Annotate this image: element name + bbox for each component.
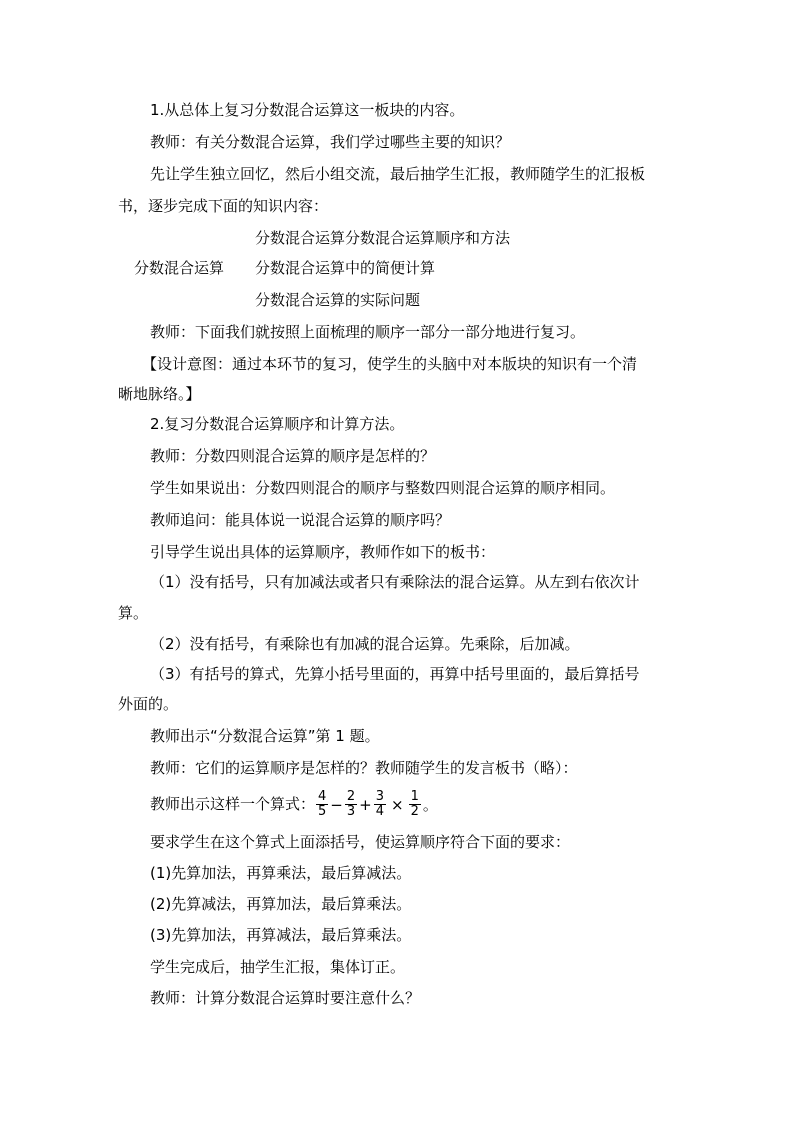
paragraph-review-order: 2.复习分数混合运算顺序和计算方法。 <box>150 415 405 433</box>
paragraph-student-recall-2: 书，逐步完成下面的知识内容： <box>118 197 329 215</box>
math-formula <box>315 786 439 823</box>
knowledge-root-label: 分数混合运算 <box>134 259 225 277</box>
fraction-4: $\frac{1}{2}$ <box>410 789 419 820</box>
knowledge-item-simple-calc: 分数混合运算中的简便计算 <box>255 259 436 277</box>
plus-operator: + <box>359 795 372 814</box>
fraction-1: $\frac{4}{5}$ <box>318 789 327 820</box>
paragraph-add-brackets: 要求学生在这个算式上面添括号，使运算顺序符合下面的要求： <box>150 833 571 851</box>
minus-operator: − <box>330 795 343 814</box>
fraction-3: $\frac{3}{4}$ <box>375 789 385 820</box>
paragraph-review-overview: 1.从总体上复习分数混合运算这一板块的内容。 <box>150 101 465 119</box>
paragraph-teacher-question-2: 教师：分数四则混合运算的顺序是怎样的？ <box>150 447 436 465</box>
formula-end-punct: 。 <box>422 795 438 814</box>
requirement-1: (1)先算加法，再算乘法，最后算减法。 <box>150 864 412 882</box>
paragraph-show-exercise: 教师出示“分数混合运算”第 1 题。 <box>150 727 380 745</box>
rule-2: （2）没有括号，有乘除也有加减的混合运算。先乘除，后加减。 <box>150 635 580 653</box>
design-intent-2: 晰地脉络。】 <box>118 385 201 403</box>
knowledge-item-practical: 分数混合运算的实际问题 <box>255 291 421 309</box>
times-operator: × <box>391 795 404 814</box>
fraction-2: $\frac{2}{3}$ <box>346 789 356 820</box>
paragraph-teacher-review-plan: 教师：下面我们就按照上面梳理的顺序一部分一部分地进行复习。 <box>150 323 586 341</box>
requirement-2: (2)先算减法，再算加法，最后算乘法。 <box>150 895 412 913</box>
rule-1-line-2: 算。 <box>118 604 149 622</box>
paragraph-teacher-followup: 教师追问：能具体说一说混合运算的顺序吗？ <box>150 511 451 529</box>
formula-prefix: 教师出示这样一个算式： <box>150 795 316 813</box>
requirement-3: (3)先算加法，再算减法，最后算乘法。 <box>150 926 412 944</box>
knowledge-item-order-method: 分数混合运算分数混合运算顺序和方法 <box>255 229 511 247</box>
paragraph-teacher-question-4: 教师：计算分数混合运算时要注意什么？ <box>150 989 421 1007</box>
paragraph-students-report: 学生完成后，抽学生汇报，集体订正。 <box>150 958 406 976</box>
paragraph-guide-students: 引导学生说出具体的运算顺序，教师作如下的板书： <box>150 543 496 561</box>
rule-1-line-1: （1）没有括号，只有加减法或者只有乘除法的混合运算。从左到右依次计 <box>150 573 640 591</box>
paragraph-show-formula <box>150 786 439 822</box>
rule-3-line-2: 外面的。 <box>118 695 179 713</box>
paragraph-student-recall-1: 先让学生独立回忆，然后小组交流，最后抽学生汇报，教师随学生的汇报板 <box>150 165 646 183</box>
paragraph-teacher-question-1: 教师：有关分数混合运算，我们学过哪些主要的知识？ <box>150 133 511 151</box>
paragraph-teacher-question-3: 教师：它们的运算顺序是怎样的？教师随学生的发言板书（略）： <box>150 759 578 777</box>
paragraph-student-answer: 学生如果说出：分数四则混合的顺序与整数四则混合运算的顺序相同。 <box>150 479 616 497</box>
design-intent-1: 【设计意图：通过本环节的复习，使学生的头脑中对本版块的知识有一个清 <box>142 355 638 373</box>
rule-3-line-1: （3）有括号的算式，先算小括号里面的，再算中括号里面的，最后算括号 <box>150 665 640 683</box>
